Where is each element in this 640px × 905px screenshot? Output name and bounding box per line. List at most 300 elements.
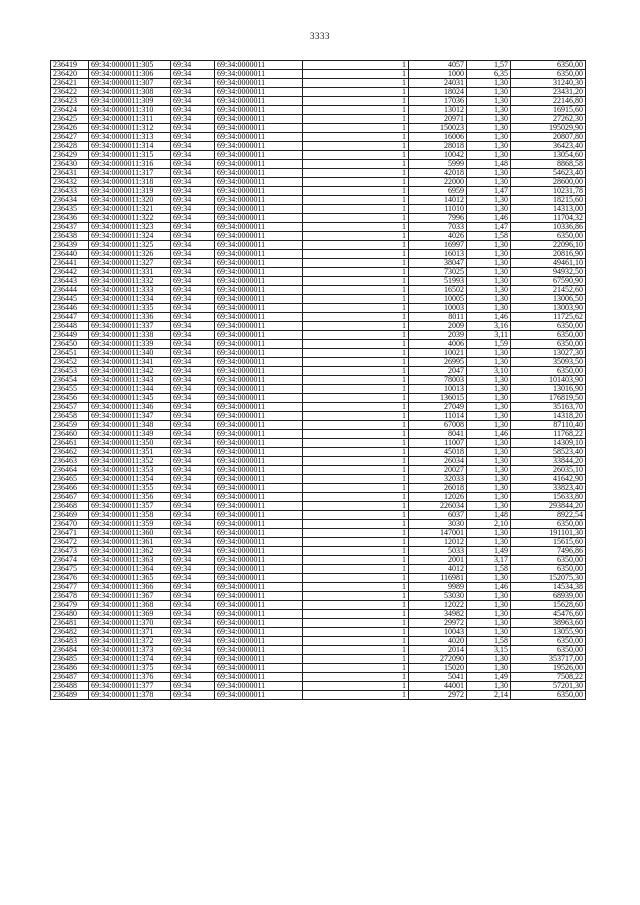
district-code-cell: 69:34 [171,673,215,682]
district-code-cell: 69:34 [171,187,215,196]
table-row [51,646,586,655]
table-row [51,178,586,187]
district-code-cell: 69:34 [171,646,215,655]
count-cell: 1 [303,259,409,268]
table-row [51,682,586,691]
amount-cell: 38963,60 [511,619,586,628]
table-row [51,448,586,457]
district-code-cell: 69:34 [171,664,215,673]
cadastral-number-cell: 69:34:0000011:322 [89,214,171,223]
cadastral-block-cell: 69:34:0000011 [215,655,303,664]
district-code-cell: 69:34 [171,313,215,322]
area-cell: 2039 [409,331,467,340]
area-cell: 10003 [409,304,467,313]
cadastral-block-cell: 69:34:0000011 [215,664,303,673]
table-row [51,151,586,160]
coefficient-cell: 1,30 [467,277,511,286]
area-cell: 11007 [409,439,467,448]
cadastral-number-cell: 69:34:0000011:348 [89,421,171,430]
amount-cell: 6350,00 [511,565,586,574]
table-row [51,565,586,574]
cadastral-number-cell: 69:34:0000011:313 [89,133,171,142]
district-code-cell: 69:34 [171,70,215,79]
amount-cell: 6350,00 [511,556,586,565]
cadastral-number-cell: 69:34:0000011:369 [89,610,171,619]
amount-cell: 14309,10 [511,439,586,448]
cadastral-number-cell: 69:34:0000011:376 [89,673,171,682]
amount-cell: 35163,70 [511,403,586,412]
coefficient-cell: 1,30 [467,421,511,430]
district-code-cell: 69:34 [171,547,215,556]
cadastral-number-cell: 69:34:0000011:332 [89,277,171,286]
amount-cell: 54623,40 [511,169,586,178]
count-cell: 1 [303,394,409,403]
area-cell: 26034 [409,457,467,466]
table-row [51,556,586,565]
cadastral-block-cell: 69:34:0000011 [215,295,303,304]
coefficient-cell: 1,30 [467,106,511,115]
cadastral-block-cell: 69:34:0000011 [215,574,303,583]
amount-cell: 14318,20 [511,412,586,421]
table-row [51,403,586,412]
record-number-cell: 236452 [51,358,89,367]
amount-cell: 36423,40 [511,142,586,151]
amount-cell: 14534,38 [511,583,586,592]
record-number-cell: 236450 [51,340,89,349]
count-cell: 1 [303,241,409,250]
cadastral-number-cell: 69:34:0000011:316 [89,160,171,169]
district-code-cell: 69:34 [171,538,215,547]
cadastral-number-cell: 69:34:0000011:339 [89,340,171,349]
count-cell: 1 [303,673,409,682]
count-cell: 1 [303,358,409,367]
district-code-cell: 69:34 [171,286,215,295]
count-cell: 1 [303,376,409,385]
record-number-cell: 236444 [51,286,89,295]
count-cell: 1 [303,232,409,241]
count-cell: 1 [303,574,409,583]
cadastral-number-cell: 69:34:0000011:354 [89,475,171,484]
table-row [51,232,586,241]
area-cell: 16502 [409,286,467,295]
amount-cell: 13027,30 [511,349,586,358]
table-row [51,610,586,619]
table-row [51,205,586,214]
cadastral-number-cell: 69:34:0000011:373 [89,646,171,655]
record-number-cell: 236419 [51,61,89,70]
coefficient-cell: 1,58 [467,232,511,241]
record-number-cell: 236420 [51,70,89,79]
coefficient-cell: 1,30 [467,529,511,538]
record-number-cell: 236424 [51,106,89,115]
cadastral-block-cell: 69:34:0000011 [215,286,303,295]
cadastral-block-cell: 69:34:0000011 [215,619,303,628]
record-number-cell: 236446 [51,304,89,313]
cadastral-block-cell: 69:34:0000011 [215,601,303,610]
district-code-cell: 69:34 [171,277,215,286]
amount-cell: 13003,90 [511,304,586,313]
area-cell: 4026 [409,232,467,241]
district-code-cell: 69:34 [171,403,215,412]
count-cell: 1 [303,682,409,691]
coefficient-cell: 1,30 [467,358,511,367]
area-cell: 272090 [409,655,467,664]
table-row [51,457,586,466]
record-number-cell: 236476 [51,574,89,583]
area-cell: 26018 [409,484,467,493]
coefficient-cell: 1,49 [467,547,511,556]
district-code-cell: 69:34 [171,331,215,340]
table-row [51,367,586,376]
area-cell: 5033 [409,547,467,556]
amount-cell: 18215,60 [511,196,586,205]
area-cell: 22000 [409,178,467,187]
table-row [51,673,586,682]
area-cell: 16013 [409,250,467,259]
district-code-cell: 69:34 [171,637,215,646]
record-number-cell: 236468 [51,502,89,511]
coefficient-cell: 1,46 [467,430,511,439]
district-code-cell: 69:34 [171,268,215,277]
coefficient-cell: 1,30 [467,601,511,610]
record-number-cell: 236445 [51,295,89,304]
area-cell: 32033 [409,475,467,484]
district-code-cell: 69:34 [171,250,215,259]
area-cell: 12026 [409,493,467,502]
cadastral-block-cell: 69:34:0000011 [215,169,303,178]
cadastral-block-cell: 69:34:0000011 [215,520,303,529]
district-code-cell: 69:34 [171,322,215,331]
record-number-cell: 236467 [51,493,89,502]
count-cell: 1 [303,160,409,169]
cadastral-number-cell: 69:34:0000011:319 [89,187,171,196]
coefficient-cell: 1,30 [467,133,511,142]
cadastral-block-cell: 69:34:0000011 [215,322,303,331]
amount-cell: 68939,00 [511,592,586,601]
table-row [51,583,586,592]
table-row [51,511,586,520]
district-code-cell: 69:34 [171,295,215,304]
amount-cell: 13006,50 [511,295,586,304]
cadastral-block-cell: 69:34:0000011 [215,547,303,556]
district-code-cell: 69:34 [171,178,215,187]
cadastral-number-cell: 69:34:0000011:326 [89,250,171,259]
area-cell: 2001 [409,556,467,565]
cadastral-number-cell: 69:34:0000011:368 [89,601,171,610]
amount-cell: 8868,58 [511,160,586,169]
record-number-cell: 236454 [51,376,89,385]
record-number-cell: 236442 [51,268,89,277]
coefficient-cell: 1,30 [467,538,511,547]
table-row [51,466,586,475]
record-number-cell: 236422 [51,88,89,97]
district-code-cell: 69:34 [171,214,215,223]
coefficient-cell: 1,30 [467,376,511,385]
table-row [51,286,586,295]
area-cell: 9989 [409,583,467,592]
amount-cell: 21452,60 [511,286,586,295]
cadastral-block-cell: 69:34:0000011 [215,232,303,241]
table-row [51,196,586,205]
amount-cell: 87110,40 [511,421,586,430]
count-cell: 1 [303,133,409,142]
table-row [51,61,586,70]
amount-cell: 293844,20 [511,502,586,511]
area-cell: 3030 [409,520,467,529]
cadastral-number-cell: 69:34:0000011:335 [89,304,171,313]
district-code-cell: 69:34 [171,529,215,538]
cadastral-number-cell: 69:34:0000011:367 [89,592,171,601]
cadastral-number-cell: 69:34:0000011:344 [89,385,171,394]
record-number-cell: 236425 [51,115,89,124]
table-row [51,97,586,106]
cadastral-number-cell: 69:34:0000011:346 [89,403,171,412]
area-cell: 4057 [409,61,467,70]
record-number-cell: 236466 [51,484,89,493]
coefficient-cell: 1,30 [467,196,511,205]
amount-cell: 26035,10 [511,466,586,475]
count-cell: 1 [303,88,409,97]
count-cell: 1 [303,223,409,232]
district-code-cell: 69:34 [171,205,215,214]
cadastral-block-cell: 69:34:0000011 [215,277,303,286]
table-row [51,475,586,484]
cadastral-number-cell: 69:34:0000011:378 [89,691,171,700]
count-cell: 1 [303,547,409,556]
district-code-cell: 69:34 [171,151,215,160]
record-number-cell: 236428 [51,142,89,151]
table-row [51,295,586,304]
table-row [51,520,586,529]
area-cell: 116981 [409,574,467,583]
record-number-cell: 236436 [51,214,89,223]
table-row [51,385,586,394]
coefficient-cell: 1,58 [467,565,511,574]
count-cell: 1 [303,214,409,223]
count-cell: 1 [303,142,409,151]
cadastral-number-cell: 69:34:0000011:323 [89,223,171,232]
record-number-cell: 236426 [51,124,89,133]
district-code-cell: 69:34 [171,340,215,349]
cadastral-number-cell: 69:34:0000011:327 [89,259,171,268]
cadastral-number-cell: 69:34:0000011:345 [89,394,171,403]
amount-cell: 353717,00 [511,655,586,664]
amount-cell: 58523,40 [511,448,586,457]
cadastral-block-cell: 69:34:0000011 [215,682,303,691]
record-number-cell: 236427 [51,133,89,142]
coefficient-cell: 1,30 [467,79,511,88]
cadastral-block-cell: 69:34:0000011 [215,691,303,700]
cadastral-block-cell: 69:34:0000011 [215,394,303,403]
record-number-cell: 236460 [51,430,89,439]
area-cell: 5999 [409,160,467,169]
area-cell: 17036 [409,97,467,106]
record-number-cell: 236477 [51,583,89,592]
cadastral-block-cell: 69:34:0000011 [215,61,303,70]
coefficient-cell: 1,46 [467,313,511,322]
cadastral-block-cell: 69:34:0000011 [215,511,303,520]
cadastral-block-cell: 69:34:0000011 [215,331,303,340]
amount-cell: 6350,00 [511,331,586,340]
record-number-cell: 236434 [51,196,89,205]
cadastral-number-cell: 69:34:0000011:311 [89,115,171,124]
count-cell: 1 [303,115,409,124]
amount-cell: 101403,90 [511,376,586,385]
coefficient-cell: 1,30 [467,439,511,448]
cadastral-number-cell: 69:34:0000011:334 [89,295,171,304]
amount-cell: 176819,50 [511,394,586,403]
cadastral-block-cell: 69:34:0000011 [215,142,303,151]
cadastral-number-cell: 69:34:0000011:352 [89,457,171,466]
count-cell: 1 [303,484,409,493]
amount-cell: 11768,22 [511,430,586,439]
count-cell: 1 [303,628,409,637]
table-row [51,376,586,385]
amount-cell: 15628,60 [511,601,586,610]
coefficient-cell: 3,17 [467,556,511,565]
district-code-cell: 69:34 [171,124,215,133]
amount-cell: 94932,50 [511,268,586,277]
area-cell: 11014 [409,412,467,421]
area-cell: 16006 [409,133,467,142]
table-row [51,79,586,88]
coefficient-cell: 1,30 [467,466,511,475]
table-row [51,133,586,142]
coefficient-cell: 1,30 [467,286,511,295]
table-row [51,358,586,367]
cadastral-number-cell: 69:34:0000011:308 [89,88,171,97]
coefficient-cell: 1,30 [467,97,511,106]
record-number-cell: 236423 [51,97,89,106]
area-cell: 6037 [409,511,467,520]
record-number-cell: 236470 [51,520,89,529]
cadastral-block-cell: 69:34:0000011 [215,475,303,484]
cadastral-number-cell: 69:34:0000011:317 [89,169,171,178]
cadastral-block-cell: 69:34:0000011 [215,457,303,466]
count-cell: 1 [303,124,409,133]
amount-cell: 191101,30 [511,529,586,538]
district-code-cell: 69:34 [171,421,215,430]
cadastral-number-cell: 69:34:0000011:361 [89,538,171,547]
coefficient-cell: 2,10 [467,520,511,529]
area-cell: 8011 [409,313,467,322]
coefficient-cell: 1,48 [467,160,511,169]
district-code-cell: 69:34 [171,448,215,457]
amount-cell: 10231,78 [511,187,586,196]
coefficient-cell: 1,30 [467,502,511,511]
count-cell: 1 [303,313,409,322]
cadastral-number-cell: 69:34:0000011:342 [89,367,171,376]
record-number-cell: 236443 [51,277,89,286]
land-registry-table [50,60,586,700]
count-cell: 1 [303,151,409,160]
coefficient-cell: 1,48 [467,511,511,520]
count-cell: 1 [303,322,409,331]
table-row [51,250,586,259]
coefficient-cell: 1,49 [467,673,511,682]
district-code-cell: 69:34 [171,682,215,691]
count-cell: 1 [303,277,409,286]
coefficient-cell: 1,30 [467,412,511,421]
count-cell: 1 [303,430,409,439]
coefficient-cell: 1,47 [467,223,511,232]
cadastral-number-cell: 69:34:0000011:365 [89,574,171,583]
count-cell: 1 [303,601,409,610]
amount-cell: 31240,30 [511,79,586,88]
area-cell: 67008 [409,421,467,430]
area-cell: 5041 [409,673,467,682]
record-number-cell: 236432 [51,178,89,187]
cadastral-number-cell: 69:34:0000011:370 [89,619,171,628]
cadastral-block-cell: 69:34:0000011 [215,628,303,637]
coefficient-cell: 1,30 [467,250,511,259]
table-row [51,340,586,349]
count-cell: 1 [303,637,409,646]
cadastral-block-cell: 69:34:0000011 [215,358,303,367]
cadastral-number-cell: 69:34:0000011:336 [89,313,171,322]
district-code-cell: 69:34 [171,358,215,367]
record-number-cell: 236484 [51,646,89,655]
coefficient-cell: 1,30 [467,385,511,394]
count-cell: 1 [303,205,409,214]
table-row [51,502,586,511]
coefficient-cell: 1,30 [467,142,511,151]
cadastral-block-cell: 69:34:0000011 [215,403,303,412]
cadastral-number-cell: 69:34:0000011:331 [89,268,171,277]
table-row [51,691,586,700]
record-number-cell: 236473 [51,547,89,556]
count-cell: 1 [303,538,409,547]
district-code-cell: 69:34 [171,394,215,403]
record-number-cell: 236488 [51,682,89,691]
coefficient-cell: 1,30 [467,304,511,313]
area-cell: 18024 [409,88,467,97]
cadastral-number-cell: 69:34:0000011:314 [89,142,171,151]
count-cell: 1 [303,304,409,313]
area-cell: 147001 [409,529,467,538]
record-number-cell: 236489 [51,691,89,700]
district-code-cell: 69:34 [171,160,215,169]
amount-cell: 57201,30 [511,682,586,691]
record-number-cell: 236455 [51,385,89,394]
table-row [51,493,586,502]
area-cell: 28018 [409,142,467,151]
cadastral-number-cell: 69:34:0000011:321 [89,205,171,214]
cadastral-block-cell: 69:34:0000011 [215,241,303,250]
area-cell: 10013 [409,385,467,394]
record-number-cell: 236440 [51,250,89,259]
cadastral-block-cell: 69:34:0000011 [215,529,303,538]
record-number-cell: 236461 [51,439,89,448]
cadastral-block-cell: 69:34:0000011 [215,484,303,493]
coefficient-cell: 1,30 [467,295,511,304]
table-row [51,484,586,493]
area-cell: 27049 [409,403,467,412]
area-cell: 13012 [409,106,467,115]
record-number-cell: 236458 [51,412,89,421]
coefficient-cell: 1,46 [467,583,511,592]
area-cell: 73025 [409,268,467,277]
table-row [51,412,586,421]
cadastral-block-cell: 69:34:0000011 [215,340,303,349]
coefficient-cell: 1,30 [467,124,511,133]
record-number-cell: 236448 [51,322,89,331]
cadastral-number-cell: 69:34:0000011:307 [89,79,171,88]
count-cell: 1 [303,457,409,466]
count-cell: 1 [303,331,409,340]
district-code-cell: 69:34 [171,601,215,610]
table-row [51,304,586,313]
